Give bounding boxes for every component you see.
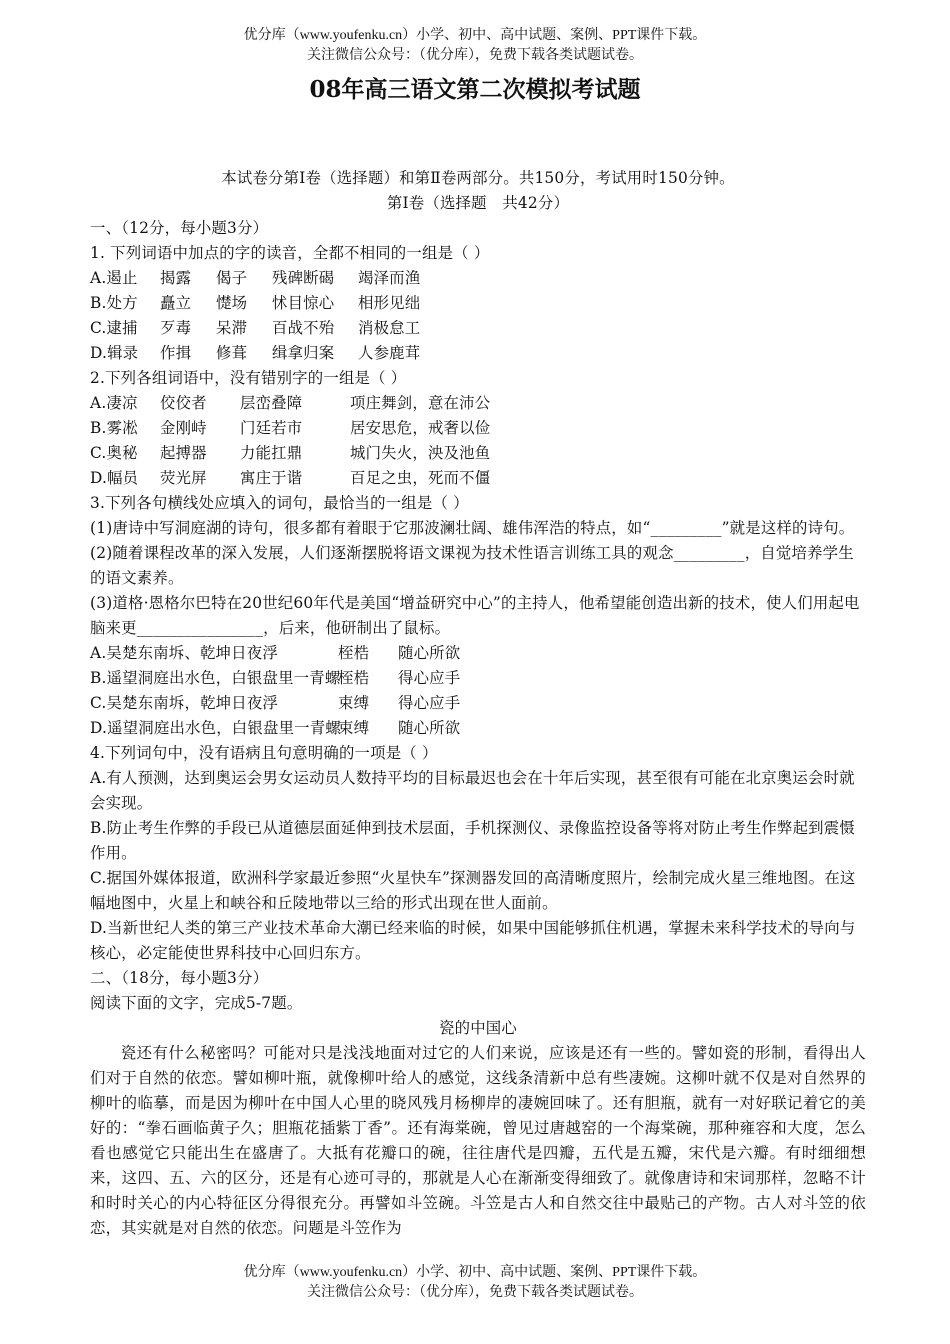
option-cell: C.逮捕: [90, 319, 138, 337]
option-cell: A.遏止: [90, 269, 138, 287]
reading-instruction: 阅读下面的文字，完成5-7题。: [90, 994, 303, 1012]
option-cell: 寓庄于谐: [240, 469, 303, 487]
q3-option-d: [90, 716, 866, 741]
q3-sentence-2: (2)随着课程改革的深入发展，人们逐渐摆脱将语文课视为技术性语言训练工具的观念_________，自觉培养学生的语文素养。: [90, 544, 854, 587]
option-cell: 憷场: [216, 294, 248, 312]
option-cell: 城门失火，泱及池鱼: [350, 444, 491, 462]
option-cell: A.吴楚东南坼、乾坤日夜浮: [90, 644, 278, 662]
q1-option-b: [90, 291, 866, 316]
option-cell: 百战不殆: [272, 319, 335, 337]
option-cell: 居安思危，戒奢以俭: [350, 419, 491, 437]
option-cell: C.奥秘: [90, 444, 138, 462]
option-cell: D.幅员: [90, 469, 139, 487]
q3-sentence-1: (1)唐诗中写洞庭湖的诗句，很多都有着眼于它那波澜壮阔、雄伟浑浩的特点，如“_________”就是这样的诗句。: [90, 519, 855, 537]
q3-stem: 3.下列各句横线处应填入的词句，最恰当的一组是（ ）: [90, 494, 469, 512]
q2-option-c: [90, 441, 866, 466]
q4-option-c: C.据国外媒体报道，欧洲科学家最近参照“火星快车”探测器发回的高清晰度照片，绘制完成火星三维地图。在这幅地图中，火星上和峡谷和丘陵地带以三给的形式出现在世人面前。: [90, 869, 856, 912]
option-cell: 随心所欲: [398, 644, 461, 662]
option-cell: 消极怠工: [358, 319, 421, 337]
header-line-1: 优分库（www.youfenku.cn）小学、初中、高中试题、案例、PPT课件下载。: [243, 28, 707, 43]
option-cell: 桎梏: [338, 669, 370, 687]
option-cell: 揭露: [160, 269, 192, 287]
q1-option-c: [90, 316, 866, 341]
option-cell: 矗立: [160, 294, 192, 312]
q3-option-c: [90, 691, 866, 716]
option-cell: A.凄凉: [90, 394, 138, 412]
part1-heading: 第Ⅰ卷（选择题 共42分）: [386, 194, 570, 212]
option-cell: 呆滞: [216, 319, 248, 337]
option-cell: 偈子: [216, 269, 248, 287]
passage-title: 瓷的中国心: [439, 1019, 517, 1037]
header-line-2: 关注微信公众号：（优分库），免费下载各类试题试卷。: [307, 48, 643, 63]
q2-stem: 2.下列各组词语中，没有错别字的一组是（ ）: [90, 369, 407, 387]
q3-sentence-3: (3)道格·恩格尔巴特在20世纪60年代是美国“增益研究中心”的主持人，他希望能创造出新的技术，使人们用起电脑来更________________，后来，他研制出了鼠标。: [90, 594, 860, 637]
option-cell: 歹毒: [160, 319, 192, 337]
q3-option-b: [90, 666, 866, 691]
option-cell: 金刚峙: [160, 419, 207, 437]
exam-content: [90, 166, 866, 1241]
q4-option-a: A.有人预测，达到奥运会男女运动员人数持平均的目标最迟也会在十年后实现，甚至很有可能在北京奥运会时就会实现。: [90, 769, 855, 812]
option-cell: B.雾凇: [90, 419, 138, 437]
exam-intro: 本试卷分第Ⅰ卷（选择题）和第Ⅱ卷两部分。共150分，考试用时150分钟。: [221, 169, 735, 187]
footer-line-2: 关注微信公众号：（优分库），免费下载各类试题试卷。: [307, 1285, 643, 1300]
option-cell: 竭泽而渔: [358, 269, 421, 287]
option-cell: 随心所欲: [398, 719, 461, 737]
q2-option-a: [90, 391, 866, 416]
q4-option-d: D.当新世纪人类的第三产业技术革命大潮已经来临的时候，如果中国能够抓住机遇，掌握未来科学技术的导向与核心，必定能使世界科技中心回归东方。: [90, 919, 856, 962]
option-cell: 桎梏: [338, 644, 370, 662]
header-banner: [0, 26, 950, 66]
option-cell: 相形见绌: [358, 294, 421, 312]
option-cell: 束缚: [338, 694, 370, 712]
section1-heading: 一、（12分，每小题3分）: [90, 219, 269, 237]
q4-option-b: B.防止考生作弊的手段已从道德层面延伸到技术层面，手机探测仪、录像监控设备等将对防止考生作弊起到震慑作用。: [90, 819, 855, 862]
option-cell: 项庄舞剑，意在沛公: [350, 394, 491, 412]
option-cell: 起搏器: [160, 444, 207, 462]
option-cell: 层峦叠障: [240, 394, 303, 412]
q1-stem: 1. 下列词语中加点的字的读音，全都不相同的一组是（ ）: [90, 244, 490, 262]
option-cell: 门廷若市: [240, 419, 303, 437]
q1-option-a: [90, 266, 866, 291]
option-cell: D.遥望洞庭出水色，白银盘里一青螺: [90, 719, 341, 737]
section2-heading: 二、（18分，每小题3分）: [90, 969, 269, 987]
option-cell: 怵目惊心: [272, 294, 335, 312]
option-cell: 百足之虫，死而不僵: [350, 469, 491, 487]
page-title: 08年高三语文第二次模拟考试题: [309, 76, 641, 103]
option-cell: C.吴楚东南坼，乾坤日夜浮: [90, 694, 279, 712]
option-cell: 作揖: [160, 344, 192, 362]
footer-line-1: 优分库（www.youfenku.cn）小学、初中、高中试题、案例、PPT课件下载。: [243, 1265, 707, 1280]
option-cell: 修葺: [216, 344, 248, 362]
footer-banner: [0, 1263, 950, 1303]
option-cell: 荧光屏: [160, 469, 207, 487]
q2-option-b: [90, 416, 866, 441]
option-cell: 得心应手: [398, 669, 461, 687]
option-cell: D.辑录: [90, 344, 139, 362]
option-cell: B.处方: [90, 294, 138, 312]
q1-option-d: [90, 341, 866, 366]
option-cell: 得心应手: [398, 694, 461, 712]
option-cell: 束缚: [338, 719, 370, 737]
option-cell: 残碑断碣: [272, 269, 335, 287]
option-cell: 佼佼者: [160, 394, 207, 412]
option-cell: B.遥望洞庭出水色，白银盘里一青螺: [90, 669, 341, 687]
q3-option-a: [90, 641, 866, 666]
option-cell: 力能扛鼎: [240, 444, 303, 462]
option-cell: 人参鹿茸: [358, 344, 421, 362]
q4-stem: 4.下列词句中，没有语病且句意明确的一项是（ ）: [90, 744, 438, 762]
passage-body: 瓷还有什么秘密吗？可能对只是浅浅地面对过它的人们来说，应该是还有一些的。譬如瓷的形制，看得出人们对于自然的依恋。譬如柳叶瓶，就像柳叶给人的感觉，这线条清新中总有些凄婉。这柳叶就不仅是对自然界的柳叶的临摹，而是因为柳叶在中国人心里的晓风残月杨柳岸的凄婉回味了。还有胆瓶，就有一对好联记着它的美好的：“拳石画临黄子久；胆瓶花插紫丁香”。还有海棠碗，曾见过唐越窑的一个海棠碗，那种雍容和大度，怎么看也感觉它只能出生在盛唐了。大抵有花瓣口的碗，往往唐代是四瓣，五代是五瓣，宋代是六瓣。有时细细想来，这四、五、六的区分，还是有心迹可寻的，那就是人心在渐渐变得细致了。就像唐诗和宋词那样，忽略不计和时时关心的内心特征区分得很充分。再譬如斗笠碗。斗笠是古人和自然交往中最贴己的产物。古人对斗笠的依恋，其实就是对自然的依恋。问题是斗笠作为: [90, 1044, 866, 1237]
q2-option-d: [90, 466, 866, 491]
option-cell: 缉拿归案: [272, 344, 335, 362]
